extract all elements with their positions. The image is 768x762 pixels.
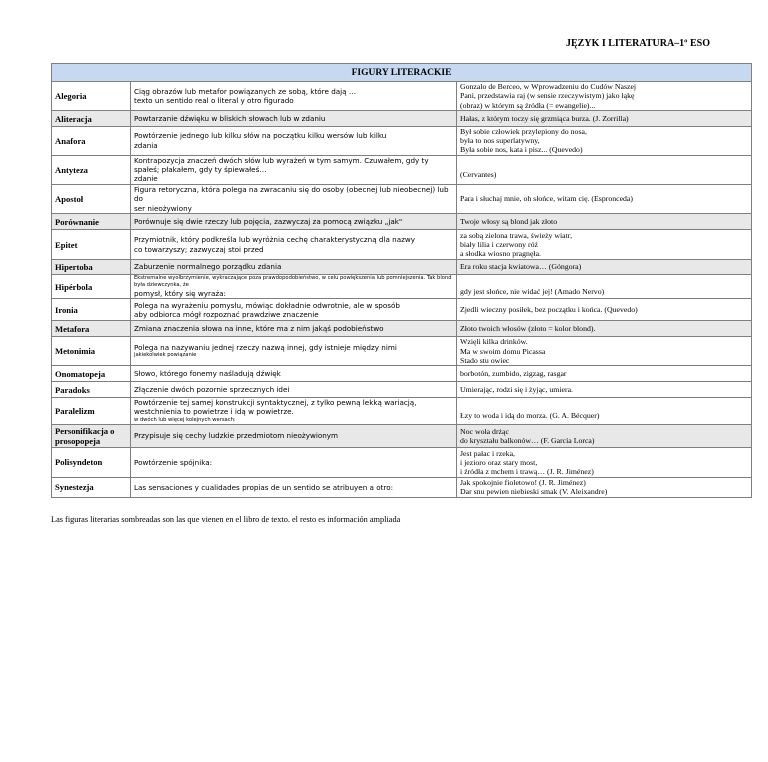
figure-definition: [131, 230, 457, 260]
definition-line: Porównuje się dwie rzeczy lub pojęcia, zazwyczaj za pomocą związku „jak": [134, 216, 403, 226]
figure-definition: [131, 127, 457, 156]
definition-line: co towarzyszy; zazwyczaj stoi przed: [134, 244, 264, 254]
definition-line: Przymiotnik, który podkreśla lub wyróżnia cechę charakterystyczną dla nazwy: [134, 235, 415, 245]
example-line: Wzięli kilka drinków.: [460, 337, 528, 347]
example-line: Była sobie nos, kata i pisz... (Quevedo): [460, 145, 583, 155]
table-row: [52, 184, 752, 213]
example-line: Zjedli wieczny posiłek, bez początku i końca. (Quevedo): [460, 305, 638, 315]
table-title: FIGURY LITERACKIE: [52, 64, 752, 82]
table-row: [52, 447, 752, 477]
figure-example: [457, 398, 752, 425]
figure-term: Onomatopeja: [52, 366, 131, 382]
figure-example: [457, 127, 752, 156]
table-row: [52, 155, 752, 184]
example-line: [460, 278, 748, 287]
figure-example: [457, 321, 752, 337]
example-line: Dar snu pewien niebieski smak (V. Aleixandre): [460, 487, 608, 497]
definition-line: aby odbiorca mógł rozpoznać prawdziwe znaczenie: [134, 309, 319, 319]
figure-definition: [131, 184, 457, 213]
figure-example: [457, 424, 752, 447]
definition-line: zdania: [134, 140, 158, 150]
example-line: była to nos superlatywny,: [460, 136, 540, 146]
table-row: [52, 382, 752, 398]
figure-term: Hipertoba: [52, 260, 131, 275]
figure-example: [457, 184, 752, 213]
definition-line: Ciąg obrazów lub metafor powiązanych ze sobą, które dają …: [134, 86, 357, 96]
example-line: do kryształu balkonów… (F. García Lorca): [460, 435, 595, 445]
figure-term: Polisyndeton: [52, 447, 131, 477]
table-row: [52, 366, 752, 382]
example-line: gdy jest słońce, nie widać jej! (Amado Nervo): [460, 286, 605, 296]
figure-example: [457, 366, 752, 382]
example-line: Ma w swoim domu Picassa: [460, 346, 546, 356]
figure-definition: [131, 299, 457, 321]
example-line: i źródła z mchem i trawą… (J. R. Jiménez): [460, 466, 594, 476]
figure-term: Personifikacja o prosopopeja: [52, 424, 131, 447]
example-line: Łzy to woda i idą do morza. (G. A. Bécquer): [460, 410, 600, 420]
figure-definition: [131, 382, 457, 398]
figure-example: [457, 477, 752, 497]
table-row: [52, 230, 752, 260]
figure-term: Porównanie: [52, 214, 131, 230]
footer-note: Las figuras literarias sombreadas son las que vienen en el libro de texto. el resto es información ampliada: [51, 515, 401, 524]
definition-line: ser nieożywiony: [134, 203, 192, 213]
example-line: [460, 402, 748, 411]
definition-line: Ekstremalne wyolbrzymienie, wykraczające poza prawdopodobieństwo, w celu powiększenia lub pomniejszenia. Tak blond była dziewczynka, że: [134, 275, 452, 289]
document-header: JĘZYK I LITERATURA–1º ESO: [566, 38, 710, 49]
example-line: Stado stu owiec: [460, 355, 510, 365]
table-body: [52, 82, 752, 498]
example-line: Jest pałac i rzeka,: [460, 448, 515, 458]
figure-term: Ironia: [52, 299, 131, 321]
definition-line: Powtórzenie spójnika:: [134, 457, 213, 467]
figure-definition: [131, 424, 457, 447]
figure-term: Metonimia: [52, 337, 131, 366]
table-row: [52, 337, 752, 366]
figure-definition: [131, 155, 457, 184]
example-line: Hałas, z którym toczy się grzmiąca burza. (J. Zorrilla): [460, 113, 629, 123]
example-line: (Cervantes): [460, 169, 497, 179]
example-line: Era roku stacja kwiatowa… (Góngora): [460, 262, 582, 272]
definition-line: Figura retoryczna, która polega na zwracaniu się do osoby (obecnej lub nieobecnej) lub do: [134, 184, 449, 204]
definition-line: Przypisuje się cechy ludzkie przedmiotom nieożywionym: [134, 431, 339, 441]
figure-definition: [131, 82, 457, 111]
definition-line: Powtórzenie tej samej konstrukcji syntaktycznej, z tylko pewną lekką wariacją, westchnienia to powietrze i idą w powietrze.: [134, 398, 417, 417]
figure-term: Paradoks: [52, 382, 131, 398]
figure-definition: [131, 477, 457, 497]
example-line: (obraz) w którym są źródła (= ewangelie)...: [460, 100, 596, 110]
figure-example: [457, 111, 752, 127]
definition-line: Polega na nazywaniu jednej rzeczy nazwą innej, gdy istnieje między nimi: [134, 343, 397, 353]
figure-example: [457, 155, 752, 184]
definition-line: Zmiana znaczenia słowa na inne, które ma z nim jakąś podobieństwo: [134, 324, 384, 334]
table-row: [52, 398, 752, 425]
example-line: Umierając, rodzi się i żyjąc, umiera.: [460, 384, 574, 394]
figure-example: [457, 260, 752, 275]
table-row: [52, 127, 752, 156]
definition-line: Powtarzanie dźwięku w bliskich słowach lub w zdaniu: [134, 113, 326, 123]
definition-line: texto un sentido real o literal y otro figurado: [134, 96, 294, 105]
figure-definition: [131, 398, 457, 425]
table-row: [52, 260, 752, 275]
table-row: [52, 424, 752, 447]
definition-line: jakiekolwiek powiązanie: [134, 352, 197, 359]
example-line: [460, 161, 748, 170]
figure-definition: [131, 214, 457, 230]
example-line: biały lilia i czerwony róż: [460, 239, 538, 249]
table-row: [52, 82, 752, 111]
figure-example: [457, 214, 752, 230]
figure-example: [457, 382, 752, 398]
figure-term: Epitet: [52, 230, 131, 260]
example-line: Gonzalo de Berceo, w Wprowadzeniu do Cudów Naszej: [460, 82, 637, 92]
figure-definition: [131, 447, 457, 477]
example-line: za sobą zielona trawa, świeży wiatr,: [460, 230, 573, 240]
figure-definition: [131, 260, 457, 275]
definition-line: Polega na wyrażeniu pomysłu, mówiąc dokładnie odwrotnie, ale w sposób: [134, 300, 400, 310]
figure-example: [457, 447, 752, 477]
definition-line: Las sensaciones y cualidades propias de un sentido se atribuyen a otro:: [134, 482, 394, 492]
figure-definition: [131, 337, 457, 366]
example-line: Para i słuchaj mnie, oh słońce, witam cię. (Espronceda): [460, 194, 633, 204]
definition-line: Słowo, którego fonemy naśladują dźwięk: [134, 368, 281, 378]
example-line: Jak spokojnie fioletowo! (J. R. Jiménez): [460, 478, 586, 488]
definition-line: pomysł, który się wyraża:: [134, 289, 226, 299]
figure-term: Synestezja: [52, 477, 131, 497]
figure-term: Aliteracja: [52, 111, 131, 127]
definition-line: Kontrapozycja znaczeń dwóch słów lub wyrażeń w tym samym. Czuwałem, gdy ty spałeś; płakałem, gdy ty śpiewałeś…: [134, 155, 429, 175]
figure-term: Antyteza: [52, 155, 131, 184]
table-row: [52, 477, 752, 497]
figure-example: [457, 299, 752, 321]
figure-definition: [131, 111, 457, 127]
definition-line: Powtórzenie jednego lub kilku słów na początku kilku wersów lub kilku: [134, 131, 387, 141]
definition-line: zdanie: [134, 174, 158, 184]
example-line: Twoje włosy są blond jak złoto: [460, 216, 558, 226]
example-line: Złoto twoich włosów (złoto = kolor blond).: [460, 324, 596, 334]
table-row: [52, 111, 752, 127]
example-line: i jezioro oraz stary most,: [460, 457, 538, 467]
example-line: Pani, przedstawia raj (w sensie rzeczywistym) jako łąkę: [460, 91, 635, 101]
table-row: [52, 299, 752, 321]
figure-term: Hipérbola: [52, 275, 131, 299]
definition-line: w dwóch lub więcej kolejnych wersach:: [134, 416, 236, 423]
figure-example: [457, 275, 752, 299]
table-row: [52, 321, 752, 337]
table-row: [52, 275, 752, 299]
example-line: borbotón, zumbido, zigzag, rasgar: [460, 368, 567, 378]
definition-line: Złączenie dwóch pozornie sprzecznych idei: [134, 384, 290, 394]
figure-term: Anafora: [52, 127, 131, 156]
figure-term: Apostoł: [52, 184, 131, 213]
figure-term: Metafora: [52, 321, 131, 337]
figure-example: [457, 82, 752, 111]
example-line: a słodka wiosno pragnęła.: [460, 249, 541, 259]
example-line: Noc woła drżąc: [460, 426, 509, 436]
example-line: Był sobie człowiek przylepiony do nosa,: [460, 127, 587, 136]
table-row: [52, 214, 752, 230]
figure-definition: [131, 275, 457, 299]
figure-definition: [131, 321, 457, 337]
figure-term: Alegoria: [52, 82, 131, 111]
definition-line: Zaburzenie normalnego porządku zdania: [134, 262, 282, 272]
figure-example: [457, 337, 752, 366]
literary-figures-table: [51, 63, 752, 498]
figure-example: [457, 230, 752, 260]
figure-definition: [131, 366, 457, 382]
figure-term: Paralelizm: [52, 398, 131, 425]
